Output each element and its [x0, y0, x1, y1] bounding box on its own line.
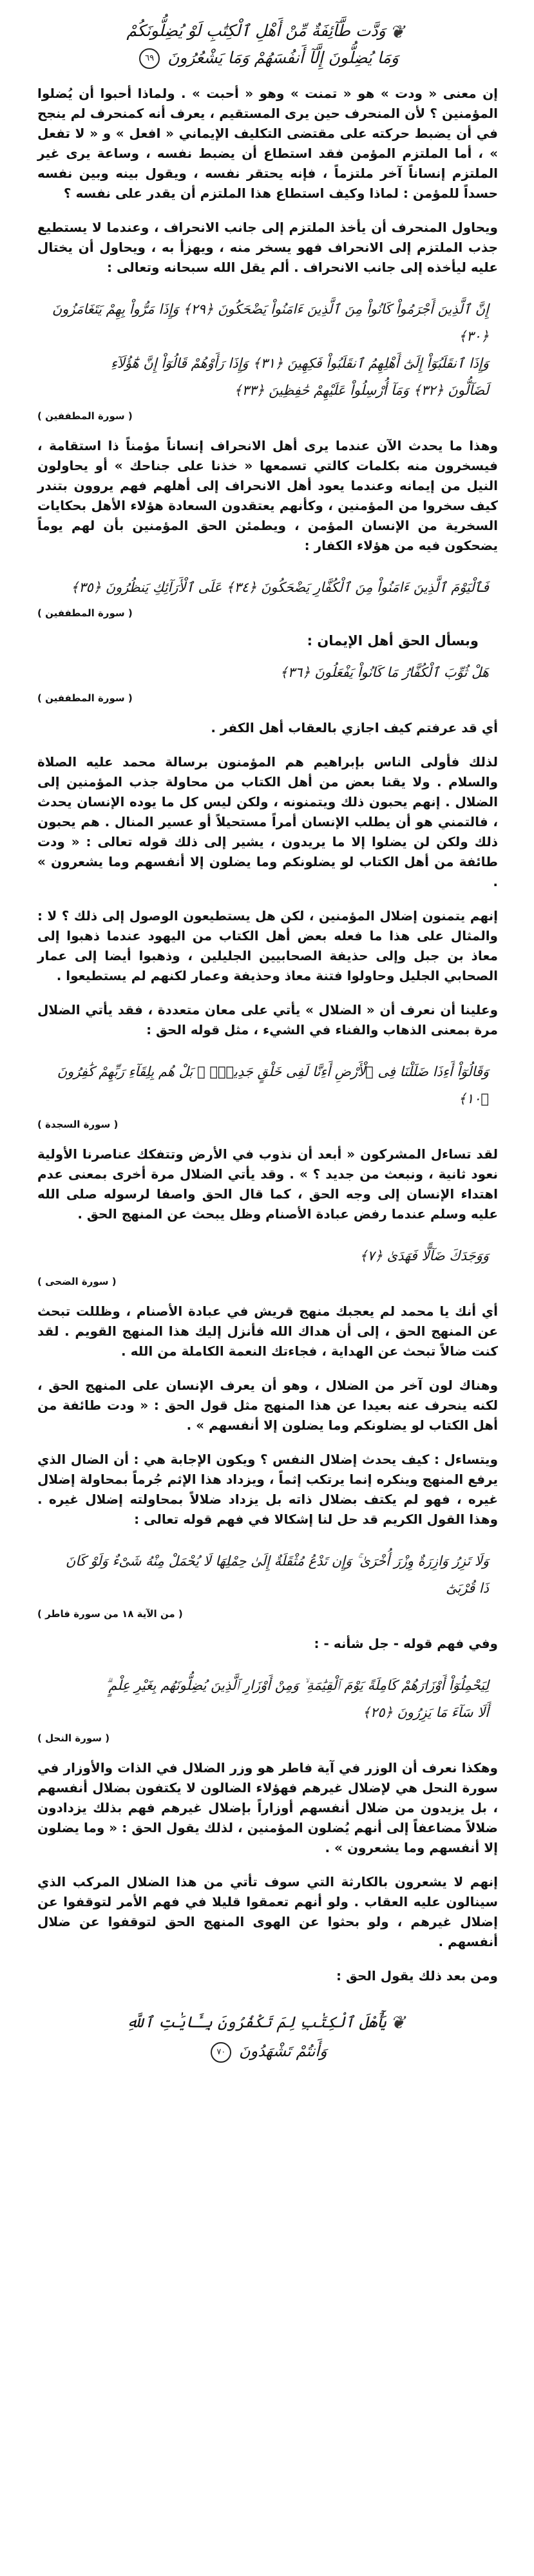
quran-quote-1: [37, 292, 498, 408]
paragraph-12: وفي فهم قوله - جل شأنه - :: [314, 1635, 498, 1651]
quran-quote-7: [37, 1668, 498, 1730]
quran-quote-3-line: هَلْ ثُوِّبَ ٱلْكُفَّارُ مَا كَانُواْ يَفْعَلُونَ ﴿٣٦﴾: [280, 664, 489, 680]
header-verse-line-2: [57, 45, 479, 71]
closing-verse-line-2-text: وَأَنتُمْ تَشْهَدُونَ: [238, 2042, 327, 2060]
header-verse-line-1-text: وَدَّت طَّآئِفَةٌ مِّنْ أَهْلِ ٱلْكِتَٰبِ لَوْ يُضِلُّونَكُمْ: [126, 21, 386, 40]
quran-quote-3: [37, 655, 498, 690]
quran-quote-5-line: وَوَجَدَكَ ضَآلًّا فَهَدَىٰ ﴿٧﴾: [359, 1247, 489, 1264]
paragraph-11: ويتساءل : كيف يحدث إضلال النفس ؟ ويكون الإجابة هي : أن الضال الذي يرفع المنهج وينكره إنما يرتكب إثماً ، ويزداد هذا الإثم جُرماً بمحاولة إضلال غيره ، فهو لم يكتف بضلال ذاته بل يزداد ضلالاً بمحاولته إضلال غيره . وهذا القول الكريم قد حل لنا إشكالا في فهم قوله تعالى :: [37, 1451, 498, 1527]
surah-source-2: ( سورة المطففين ): [37, 607, 133, 619]
paragraph-14: إنهم لا يشعرون بالكارثة التي سوف تأتي من هذا الضلال المركب الذي سينالون عليه العقاب . ولو أنهم تعمقوا قليلا في فهم الأمر لتوقفوا عن إضلال غيرهم ، ولو بحثوا عن الهوى المنهج الحق لتوقفوا عن ضلال أنفسهم .: [37, 1873, 498, 1949]
quran-quote-5: [37, 1238, 498, 1273]
surah-source-7: ( سورة النحل ): [37, 1732, 110, 1744]
paragraph-7: وعلينا أن نعرف أن « الضلال » يأتي على معان متعددة ، فقد يأتي الضلال مرة بمعنى الذهاب والفناء في الشيء ، مثل قوله الحق :: [37, 1001, 498, 1037]
paragraph-6: إنهم يتمنون إضلال المؤمنين ، لكن هل يستطيعون الوصول إلى ذلك ؟ لا : والمثال على هذا ما فعله بعض أهل الكتاب من اليهود عندما ذهبوا إلى معاذ بن جبل وإلى حذيفة الصحابيين الجليلين ، وذهبوا أيضا إلى عمار الصحابي الجليل وحاولوا فتنة معاذ وحذيفة وعمار لكنهم لم يستطيعوا .: [37, 907, 498, 983]
surah-source-4: ( سورة السجدة ): [37, 1118, 119, 1130]
quran-quote-4: [37, 1054, 498, 1116]
closing-verse-line-2: [37, 2037, 498, 2065]
header-verse-line-1: [57, 18, 479, 45]
verse-number-marker: ٧٠: [211, 2042, 231, 2063]
closing-verse-line-1-text: يَٰٓأَهْلَ ٱلْكِتَٰبِ لِمَ تَكْفُرُونَ بِـَٔايَٰتِ ٱللَّهِ: [126, 2012, 386, 2031]
surah-source-5: ( سورة الضحى ): [37, 1275, 117, 1287]
paragraph-13: وهكذا نعرف أن الوزر في آية فاطر هو وزر الضلال في الذات والأوزار في سورة النحل هي لإضلال غيرهم فهؤلاء الضالون لا يكتفون بضلال أنفسهم ، بل يزيدون من ضلال أنفسهم أوزاراً بإضلال غيرهم فهم بذلك يزدادون ضلالاً مضاعفاً إلى أنهم يُضلون المؤمنين ، لذلك يقول الحق : « وما يضلون إلا أنفسهم وما يشعرون » .: [37, 1759, 498, 1855]
paragraph-15: ومن بعد ذلك يقول الحق :: [336, 1967, 498, 1984]
surah-source-1: ( سورة المطففين ): [37, 410, 133, 422]
paragraph-3: وهذا ما يحدث الآن عندما يرى أهل الانحراف إنساناً مؤمناً ذا استقامة ، فيسخرون منه بكلمات كالتي تسمعها « خذنا على جناحك » أو يحاولون النيل من إيمانه وعندما يعود أهل الانحراف إلى أهلهم فهم يروون بتندر كيف سخروا من المؤمنين ، وكأنهم يعتقدون السعادة هؤلاء الأهل بحكايات السخرية من الإنسان المؤمن ، ويطمئن الحق المؤمنين بأن لهم يوماً يضحكون فيه من هؤلاء الكفار :: [37, 437, 498, 553]
surah-source-6: ( من الآية ١٨ من سورة فاطر ): [37, 1607, 183, 1620]
paragraph-4: أي قد عرفتم كيف اجازي بالعقاب أهل الكفر .: [211, 719, 498, 735]
closing-verse-line-1: [37, 2008, 498, 2038]
section-heading: وبسأل الحق أهل الإيمان :: [307, 632, 479, 649]
quran-quote-2-line: فَٱلْيَوْمَ ٱلَّذِينَ ءَامَنُواْ مِنَ ٱلْكُفَّارِ يَضْحَكُونَ ﴿٣٤﴾ عَلَى ٱلْأَرَآئِكِ يَنظُرُونَ ﴿٣٥﴾: [70, 579, 489, 595]
surah-source-3: ( سورة المطففين ): [37, 692, 133, 704]
quran-quote-2: [37, 570, 498, 605]
header-verse: [37, 12, 498, 79]
quran-quote-7-line-1: لِيَحْمِلُوٓاْ أَوْزَارَهُمْ كَامِلَةً يَوْمَ ٱلْقِيَٰمَةِ ۙ وَمِنْ أَوْزَارِ ٱلَّذِينَ يُضِلُّونَهُم بِغَيْرِ عِلْمٍ ۗ: [105, 1677, 489, 1693]
paragraph-9: أي أنك يا محمد لم يعجبك منهج قريش في عبادة الأصنام ، وظللت تبحث عن المنهج الحق ، إلى أن هداك الله فأنزل إليك هذا المنهج القويم . لقد كنت ضالاً تبحث عن الهداية ، فجاءتك النعمة الكاملة من الله .: [37, 1303, 498, 1359]
quran-quote-1-line-1: إِنَّ ٱلَّذِينَ أَجْرَمُواْ كَانُواْ مِنَ ٱلَّذِينَ ءَامَنُواْ يَضْحَكُونَ ﴿٢٩﴾ وَإِذَا مَرُّواْ بِهِمْ يَتَغَامَزُونَ ﴿٣٠﴾: [52, 301, 489, 344]
ornament-icon: ❦: [390, 2012, 406, 2033]
paragraph-5: لذلك فأولى الناس بإبراهيم هم المؤمنون برسالة محمد عليه الصلاة والسلام . ولا يقنا بعض من أهل الكتاب من محاولة جذب المؤمنين إلى الضلال . إنهم يحبون ذلك ويتمنونه ، ولكن ليس كل ما يوده الإنسان يحدث ، فالتمني هو أن يطلب الإنسان أمراً مستحيلاً أو عسير المنال . هم يحبون ذلك ولكن لن يضلوا إلا ما يريدون ، يشير إلى ذلك قوله تعالى : « ودت طائفة من أهل الكتاب لو يضلونكم وما يضلون إلا أنفسهم وما يشعرون » .: [37, 753, 498, 889]
header-verse-line-2-text: وَمَا يُضِلُّونَ إِلَّآ أَنفُسَهُمْ وَمَا يَشْعُرُونَ: [167, 48, 399, 67]
ornament-icon: ❦: [389, 21, 405, 43]
closing-verse: [37, 2008, 498, 2066]
document-page: [37, 12, 498, 2562]
quran-quote-6-line-1: وَلَا تَزِرُ وَازِرَةٌ وِزْرَ أُخْرَىٰ ۚ وَإِن تَدْعُ مُثْقَلَةٌ إِلَىٰ حِمْلِهَا لَا يُحْمَلْ مِنْهُ شَىْءٌ وَلَوْ كَانَ: [65, 1553, 489, 1569]
quran-quote-6-line-2: ذَا قُرْبَىٰٓ: [446, 1580, 489, 1596]
paragraph-2: ويحاول المنحرف أن يأخذ الملتزم إلى جانب الانحراف ، وعندما لا يستطيع جذب الملتزم إلى الانحراف فهو يسخر منه ، ويهزأ به ، ويحاول أن يختال عليه ليأخذه إلى جانب الانحراف . ألم يقل الله سبحانه وتعالى :: [37, 219, 498, 275]
quran-quote-6: [37, 1544, 498, 1605]
quran-quote-1-line-2: وَإِذَا ٱنقَلَبُوٓاْ إِلَىٰٓ أَهْلِهِمُ ٱنقَلَبُواْ فَكِهِينَ ﴿٣١﴾ وَإِذَا رَأَوْهُمْ قَالُوٓاْ إِنَّ هَٰٓؤُلَآءِ: [110, 355, 489, 371]
quran-quote-4-line: وَقَالُوٓاْ أَءِذَا ضَلَلْنَا فِى ٱلْأَرْضِ أَءِنَّا لَفِى خَلْقٍ جَدِيدٍۭ ۚ بَلْ هُم بِلِقَآءِ رَبِّهِمْ كَٰفِرُونَ ﴿١٠﴾: [57, 1063, 489, 1106]
paragraph-8: لقد تساءل المشركون « أبعد أن نذوب في الأرض وتتفكك عناصرنا الأولية نعود ثانية ، ونبعث من جديد ؟ » . وقد يأتي الضلال مرة أخرى بمعنى عدم اهتداء الإنسان إلى وجه الحق ، كما قال الحق واصفا لرسوله صلى الله عليه وسلم عندما رفض عبادة الأصنام وظل يبحث عن المنهج الحق .: [37, 1146, 498, 1222]
quran-quote-1-line-3: لَضَآلُّونَ ﴿٣٢﴾ وَمَآ أُرْسِلُواْ عَلَيْهِمْ حَٰفِظِينَ ﴿٣٣﴾: [234, 382, 489, 398]
quran-quote-7-line-2: أَلَا سَآءَ مَا يَزِرُونَ ﴿٢٥﴾: [362, 1704, 489, 1720]
verse-number-marker: ٦٩: [139, 48, 160, 69]
paragraph-1: إن معنى « ودت » هو « تمنت » وهو « أحبت » . ولماذا أحبوا أن يُضلوا المؤمنين ؟ لأن المنحرف حين يرى المستقيم ، يعرف أنه كمنحرف لم ينجح في أن يضبط حركته على مقتضى التكليف الإيماني « افعل » و « لا تفعل » ، أما الملتزم المؤمن فقد استطاع أن يضبط نفسه ، وساعة يرى غير الملتزم إنساناً آخر ملتزماً ، فإنه يحتقر نفسه ، ويقول بينه وبين نفسه حسداً للمؤمن : لماذا وكيف استطاع هذا الملتزم أن يقدر على نفسه ؟: [37, 85, 498, 201]
paragraph-10: وهناك لون آخر من الضلال ، وهو أن يعرف الإنسان على المنهج الحق ، لكنه ينحرف عنه بعيدا عن هذا المنهج مثل قول الحق : « ودت طائفة من أهل الكتاب لو يضلونكم وما يضلون إلا أنفسهم » .: [37, 1377, 498, 1433]
